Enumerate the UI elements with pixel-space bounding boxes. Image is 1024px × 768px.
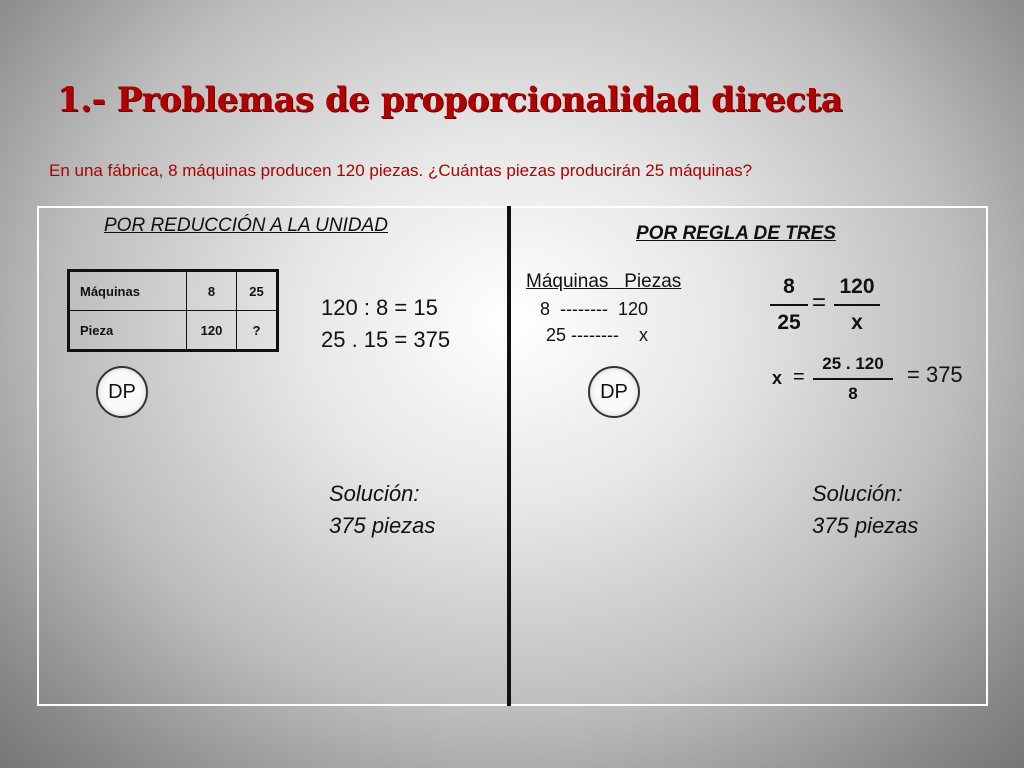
calc-line-1: 120 : 8 = 15 <box>321 295 438 320</box>
solution-label: Solución: <box>329 481 420 506</box>
table-cell: Pieza <box>69 311 187 351</box>
table-cell: 120 <box>187 311 237 351</box>
fraction-numerator: 25 . 120 <box>822 354 884 373</box>
rule-row-2: 25 -------- x <box>546 325 648 345</box>
fraction-solution <box>813 352 893 406</box>
rule-row-1: 8 -------- 120 <box>540 299 648 319</box>
unit-reduction-calculation <box>321 292 450 356</box>
rule-header-pieces: Piezas <box>624 271 682 292</box>
rule-header <box>526 268 681 296</box>
fraction-bar <box>813 378 893 380</box>
table-cell: ? <box>237 311 278 351</box>
rule-of-three-scheme <box>526 268 681 348</box>
solution-value: 375 piezas <box>329 513 436 538</box>
rule-header-machines: Máquinas <box>526 271 609 292</box>
equals-sign: = <box>793 366 805 388</box>
fraction-denominator: x <box>851 311 863 334</box>
table-row <box>69 271 278 311</box>
solution-right <box>812 478 918 542</box>
solution-label: Solución: <box>812 481 903 506</box>
x-variable: x <box>772 368 783 388</box>
fraction-bar <box>770 304 808 306</box>
fraction-machines <box>770 272 808 338</box>
dp-badge-right: DP <box>588 366 640 418</box>
table-row <box>69 311 278 351</box>
fraction-bar <box>834 304 880 306</box>
problem-statement: En una fábrica, 8 máquinas producen 120 piezas. ¿Cuántas piezas producirán 25 máquinas? <box>49 161 753 180</box>
left-heading: POR REDUCCIÓN A LA UNIDAD <box>104 215 388 236</box>
fraction-numerator: 120 <box>839 275 875 298</box>
table-cell: Máquinas <box>69 271 187 311</box>
calc-line-2: 25 . 15 = 375 <box>321 327 451 352</box>
dp-badge-left: DP <box>96 366 148 418</box>
right-heading: POR REGLA DE TRES <box>636 223 836 244</box>
fraction-denominator: 25 <box>777 311 801 334</box>
fraction-numerator: 8 <box>783 275 795 298</box>
solution-value: 375 piezas <box>812 513 919 538</box>
slide-title: 1.- Problemas de proporcionalidad directa <box>57 80 843 120</box>
table-cell: 8 <box>187 271 237 311</box>
equals-sign: = <box>812 289 827 316</box>
fraction-denominator: 8 <box>848 384 858 403</box>
column-divider <box>507 206 511 706</box>
data-table <box>67 269 279 352</box>
result-value: = 375 <box>907 362 963 387</box>
table-cell: 25 <box>237 271 278 311</box>
solution-left <box>329 478 435 542</box>
fraction-pieces <box>834 272 880 338</box>
